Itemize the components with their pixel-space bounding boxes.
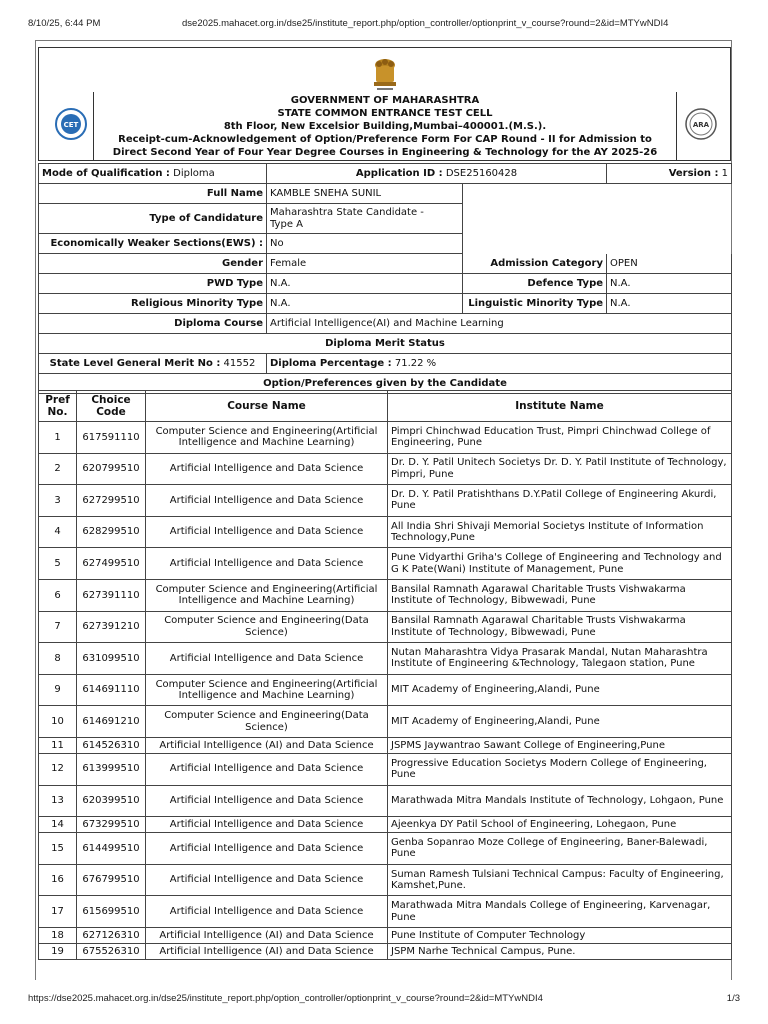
info-row: [39, 234, 732, 254]
info-row: [39, 164, 732, 184]
footer-url: https://dse2025.mahacet.org.in/dse25/institute_report.php/option_controller/optionprint_v_course?round=2&id=MTYwNDI4: [28, 993, 543, 1004]
choice-code-cell: 615699510: [77, 896, 146, 928]
pref-no-cell: 1: [39, 422, 77, 454]
preference-row: [39, 548, 732, 580]
header-line-3: 8th Floor, New Excelsior Building,Mumbai–400001.(M.S.).: [223, 121, 547, 132]
header-line-2: STATE COMMON ENTRANCE TEST CELL: [277, 108, 493, 119]
pwd-label: PWD Type: [39, 274, 267, 294]
preference-row: [39, 896, 732, 928]
preference-row: [39, 674, 732, 706]
pref-no-cell: 14: [39, 817, 77, 833]
pref-no-cell: 13: [39, 785, 77, 817]
institute-name-cell: All India Shri Shivaji Memorial Societys Institute of Information Technology,Pune: [388, 516, 732, 548]
preference-row: [39, 753, 732, 785]
fullname-label: Full Name: [39, 184, 267, 204]
choice-code-cell: 620799510: [77, 453, 146, 485]
choice-code-cell: 620399510: [77, 785, 146, 817]
merit-no-value: 41552: [223, 358, 256, 369]
print-header: [28, 18, 740, 30]
preferences-table: [38, 390, 732, 960]
header-line-1: GOVERNMENT OF MAHARASHTRA: [290, 95, 480, 106]
pref-no-cell: 10: [39, 706, 77, 738]
gender-value: Female: [267, 254, 463, 274]
course-name-header: Course Name: [146, 391, 388, 422]
choice-code-cell: 676799510: [77, 864, 146, 896]
preference-row: [39, 864, 732, 896]
pref-no-cell: 11: [39, 737, 77, 753]
ews-value: No: [267, 234, 463, 254]
diploma-course-value: Artificial Intelligence(AI) and Machine Learning: [267, 314, 732, 334]
choice-code-cell: 614526310: [77, 737, 146, 753]
appid-value: DSE25160428: [445, 168, 518, 179]
course-name-cell: Computer Science and Engineering(Artificial Intelligence and Machine Learning): [146, 674, 388, 706]
choice-code-cell: 614691110: [77, 674, 146, 706]
institute-name-cell: Marathwada Mitra Mandals College of Engineering, Karvenagar, Pune: [388, 896, 732, 928]
print-timestamp: 8/10/25, 6:44 PM: [28, 18, 101, 29]
institute-name-cell: Bansilal Ramnath Agarawal Charitable Trusts Vishwakarma Institute of Technology, Bibwewadi, Pune: [388, 611, 732, 643]
preference-row: [39, 927, 732, 943]
pref-no-cell: 6: [39, 579, 77, 611]
merit-status-title: Diploma Merit Status: [39, 334, 732, 354]
preference-row: [39, 453, 732, 485]
version-value: 1: [721, 168, 729, 179]
pref-no-cell: 7: [39, 611, 77, 643]
preference-row: [39, 485, 732, 517]
institute-name-cell: Pimpri Chinchwad Education Trust, Pimpri Chinchwad College of Engineering, Pune: [388, 422, 732, 454]
header-box: [38, 47, 731, 161]
choice-code-cell: 627499510: [77, 548, 146, 580]
institute-name-cell: Marathwada Mitra Mandals Institute of Technology, Lohgaon, Pune: [388, 785, 732, 817]
pref-no-header: Pref No.: [39, 391, 77, 422]
choice-code-cell: 614691210: [77, 706, 146, 738]
institute-name-cell: Dr. D. Y. Patil Pratishthans D.Y.Patil College of Engineering Akurdi, Pune: [388, 485, 732, 517]
choice-code-cell: 614499510: [77, 833, 146, 865]
choice-code-cell: 675526310: [77, 943, 146, 959]
header-line-4: Receipt-cum-Acknowledgement of Option/Preference Form For CAP Round - II for Admission to: [118, 134, 652, 145]
header-line-5: Direct Second Year of Four Year Degree Courses in Engineering & Technology for the AY 2025-26: [112, 147, 658, 158]
institute-name-cell: Pune Institute of Computer Technology: [388, 927, 732, 943]
course-name-cell: Artificial Intelligence and Data Science: [146, 643, 388, 675]
institute-name-cell: Nutan Maharashtra Vidya Prasarak Mandal, Nutan Maharashtra Institute of Engineering &Technology, Talegaon station, Pune: [388, 643, 732, 675]
info-row: [39, 334, 732, 354]
religious-minority-label: Religious Minority Type: [39, 294, 267, 314]
defence-label: Defence Type: [463, 274, 607, 294]
preference-row: [39, 817, 732, 833]
choice-code-header: Choice Code: [77, 391, 146, 422]
institute-name-header: Institute Name: [388, 391, 732, 422]
version-label: Version :: [668, 168, 719, 179]
preference-row: [39, 643, 732, 675]
course-name-cell: Computer Science and Engineering(Data Science): [146, 706, 388, 738]
institute-name-cell: Genba Sopanrao Moze College of Engineering, Baner-Balewadi, Pune: [388, 833, 732, 865]
course-name-cell: Computer Science and Engineering(Data Science): [146, 611, 388, 643]
religious-minority-value: N.A.: [267, 294, 463, 314]
mode-value: Diploma: [173, 168, 215, 179]
appid-cell: [267, 164, 607, 184]
course-name-cell: Artificial Intelligence and Data Science: [146, 896, 388, 928]
pref-no-cell: 4: [39, 516, 77, 548]
course-name-cell: Artificial Intelligence and Data Science: [146, 516, 388, 548]
info-row: [39, 294, 732, 314]
info-row: [39, 184, 732, 204]
info-row: [39, 354, 732, 374]
pref-no-cell: 5: [39, 548, 77, 580]
pref-no-cell: 16: [39, 864, 77, 896]
choice-code-cell: 673299510: [77, 817, 146, 833]
gender-label: Gender: [39, 254, 267, 274]
institute-name-cell: Pune Vidyarthi Griha's College of Engineering and Technology and G K Pate(Wani) Institute of Management, Pune: [388, 548, 732, 580]
course-name-cell: Artificial Intelligence and Data Science: [146, 453, 388, 485]
choice-code-cell: 627126310: [77, 927, 146, 943]
course-name-cell: Artificial Intelligence and Data Science: [146, 548, 388, 580]
preference-row: [39, 785, 732, 817]
preference-row: [39, 611, 732, 643]
course-name-cell: Computer Science and Engineering(Artificial Intelligence and Machine Learning): [146, 579, 388, 611]
ews-label: Economically Weaker Sections(EWS) :: [39, 234, 267, 254]
fullname-value: KAMBLE SNEHA SUNIL: [267, 184, 463, 204]
course-name-cell: Artificial Intelligence and Data Science: [146, 833, 388, 865]
pref-no-cell: 9: [39, 674, 77, 706]
pref-no-cell: 2: [39, 453, 77, 485]
candidature-label: Type of Candidature: [39, 204, 267, 234]
preference-row: [39, 737, 732, 753]
info-row: [39, 314, 732, 334]
course-name-cell: Artificial Intelligence (AI) and Data Science: [146, 737, 388, 753]
page-number: 1/3: [726, 993, 740, 1004]
course-name-cell: Artificial Intelligence and Data Science: [146, 864, 388, 896]
admission-category-value: OPEN: [607, 254, 732, 274]
institute-name-cell: MIT Academy of Engineering,Alandi, Pune: [388, 674, 732, 706]
institute-name-cell: JSPM Narhe Technical Campus, Pune.: [388, 943, 732, 959]
info-row: [39, 274, 732, 294]
choice-code-cell: 627391210: [77, 611, 146, 643]
merit-no-label: State Level General Merit No :: [49, 358, 221, 369]
pref-no-cell: 18: [39, 927, 77, 943]
pref-no-cell: 12: [39, 753, 77, 785]
pref-no-cell: 8: [39, 643, 77, 675]
linguistic-minority-value: N.A.: [607, 294, 732, 314]
preference-row: [39, 579, 732, 611]
institute-name-cell: MIT Academy of Engineering,Alandi, Pune: [388, 706, 732, 738]
course-name-cell: Artificial Intelligence and Data Science: [146, 753, 388, 785]
version-cell: [607, 164, 732, 184]
diploma-percentage-label: Diploma Percentage :: [270, 358, 392, 369]
course-name-cell: Artificial Intelligence (AI) and Data Science: [146, 927, 388, 943]
options-title: Option/Preferences given by the Candidate: [39, 374, 732, 394]
course-name-cell: Artificial Intelligence and Data Science: [146, 817, 388, 833]
preference-row: [39, 833, 732, 865]
mode-label: Mode of Qualification :: [42, 168, 170, 179]
pref-no-cell: 17: [39, 896, 77, 928]
preference-row: [39, 516, 732, 548]
header-text: [95, 94, 675, 159]
cet-logo-text: CET: [63, 121, 79, 129]
institute-name-cell: Dr. D. Y. Patil Unitech Societys Dr. D. Y. Patil Institute of Technology, Pimpri, Pune: [388, 453, 732, 485]
mode-cell: [39, 164, 267, 184]
institute-name-cell: Bansilal Ramnath Agarawal Charitable Trusts Vishwakarma Institute of Technology, Bibwewadi, Pune: [388, 579, 732, 611]
candidate-info-table: [38, 163, 732, 394]
course-name-cell: Artificial Intelligence (AI) and Data Science: [146, 943, 388, 959]
preference-row: [39, 706, 732, 738]
candidature-value: Maharashtra State Candidate - Type A: [267, 204, 463, 234]
ara-logo-icon: [685, 108, 717, 140]
state-emblem-icon: [365, 56, 405, 94]
institute-name-cell: Suman Ramesh Tulsiani Technical Campus: Faculty of Engineering, Kamshet,Pune.: [388, 864, 732, 896]
course-name-cell: Artificial Intelligence and Data Science: [146, 785, 388, 817]
cet-cell-logo-icon: [55, 108, 87, 140]
course-name-cell: Computer Science and Engineering(Artificial Intelligence and Machine Learning): [146, 422, 388, 454]
appid-label: Application ID :: [355, 168, 443, 179]
diploma-percentage-cell: [267, 354, 732, 374]
choice-code-cell: 627391110: [77, 579, 146, 611]
institute-name-cell: Progressive Education Societys Modern College of Engineering, Pune: [388, 753, 732, 785]
pref-no-cell: 3: [39, 485, 77, 517]
preference-row: [39, 422, 732, 454]
merit-no-cell: [39, 354, 267, 374]
linguistic-minority-label: Linguistic Minority Type: [463, 294, 607, 314]
choice-code-cell: 627299510: [77, 485, 146, 517]
admission-category-label: Admission Category: [463, 254, 607, 274]
course-name-cell: Artificial Intelligence and Data Science: [146, 485, 388, 517]
diploma-course-label: Diploma Course: [39, 314, 267, 334]
preference-row: [39, 943, 732, 959]
choice-code-cell: 628299510: [77, 516, 146, 548]
print-url: dse2025.mahacet.org.in/dse25/institute_report.php/option_controller/optionprint_v_course?round=2&id=MTYwNDI4: [182, 18, 669, 29]
choice-code-cell: 631099510: [77, 643, 146, 675]
preferences-header-row: [39, 391, 732, 422]
choice-code-cell: 617591110: [77, 422, 146, 454]
preferences-body: [39, 422, 732, 960]
choice-code-cell: 613999510: [77, 753, 146, 785]
defence-value: N.A.: [607, 274, 732, 294]
info-row: [39, 254, 732, 274]
print-footer: [28, 993, 740, 1005]
diploma-percentage-value: 71.22 %: [394, 358, 437, 369]
info-row: [39, 204, 732, 234]
pref-no-cell: 19: [39, 943, 77, 959]
institute-name-cell: Ajeenkya DY Patil School of Engineering, Lohegaon, Pune: [388, 817, 732, 833]
pref-no-cell: 15: [39, 833, 77, 865]
pwd-value: N.A.: [267, 274, 463, 294]
ara-logo-text: ARA: [692, 121, 710, 129]
receipt-sheet: [35, 40, 732, 980]
institute-name-cell: JSPMS Jaywantrao Sawant College of Engineering,Pune: [388, 737, 732, 753]
